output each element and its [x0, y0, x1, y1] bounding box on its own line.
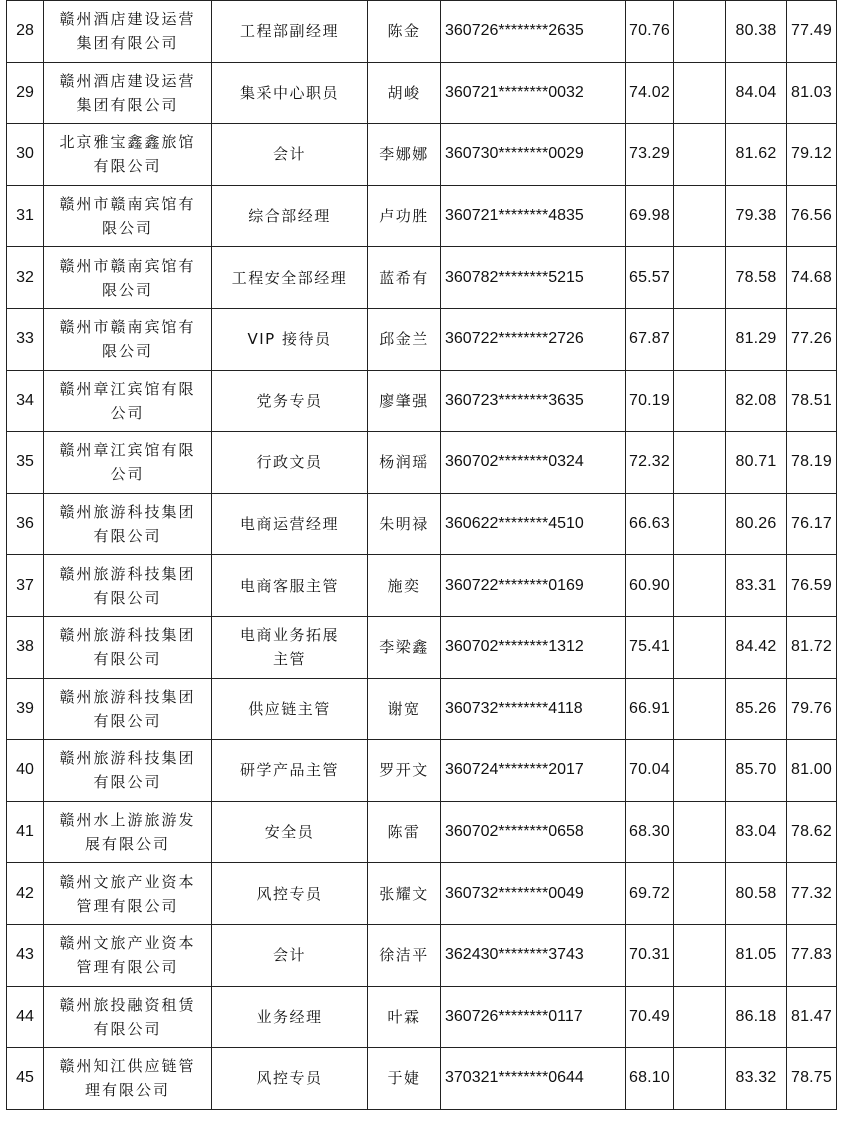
position-cell: [212, 432, 368, 494]
organization-cell-line: 公司: [110, 403, 145, 422]
score-3-cell: 83.31: [726, 555, 787, 617]
position-cell-line: 业务经理: [256, 1007, 323, 1026]
table-body: [7, 1, 837, 1110]
total-score-cell: 79.76: [787, 678, 837, 740]
name-cell: 朱明禄: [368, 493, 441, 555]
name-cell: 张耀文: [368, 863, 441, 925]
total-score-cell: 81.47: [787, 986, 837, 1048]
organization-cell-line: 赣州章江宾馆有限: [59, 441, 196, 460]
total-score-cell: 77.32: [787, 863, 837, 925]
id-number-cell: 370321********0644: [441, 1048, 626, 1110]
organization-cell: [44, 247, 212, 309]
organization-cell-line: 限公司: [101, 280, 153, 299]
organization-cell: [44, 863, 212, 925]
table-row: [7, 1048, 837, 1110]
total-score-cell: 78.62: [787, 801, 837, 863]
score-1-cell: 68.10: [626, 1048, 674, 1110]
total-score-cell: 78.75: [787, 1048, 837, 1110]
position-cell-line: 党务专员: [256, 391, 323, 410]
table-row: [7, 247, 837, 309]
row-number: 34: [7, 370, 44, 432]
position-cell: [212, 986, 368, 1048]
id-number-cell: 360732********0049: [441, 863, 626, 925]
organization-cell: [44, 1, 212, 63]
position-cell-line: 主管: [272, 650, 306, 669]
score-1-cell: 65.57: [626, 247, 674, 309]
organization-cell: [44, 740, 212, 802]
table-row: [7, 370, 837, 432]
organization-cell: [44, 1048, 212, 1110]
row-number: 38: [7, 616, 44, 678]
name-cell: 李娜娜: [368, 124, 441, 186]
organization-cell-line: 赣州知江供应链管: [59, 1057, 196, 1076]
position-cell: [212, 801, 368, 863]
organization-cell: [44, 370, 212, 432]
position-cell: [212, 924, 368, 986]
position-cell-line: 电商业务拓展: [239, 626, 339, 645]
position-cell: [212, 678, 368, 740]
id-number-cell: 360722********0169: [441, 555, 626, 617]
position-cell-line: 会计: [272, 946, 306, 965]
position-cell-line: 电商客服主管: [239, 576, 339, 595]
position-cell: [212, 247, 368, 309]
organization-cell-line: 集团有限公司: [76, 95, 179, 114]
name-cell: 邱金兰: [368, 308, 441, 370]
score-1-cell: 75.41: [626, 616, 674, 678]
total-score-cell: 81.00: [787, 740, 837, 802]
id-number-cell: 360726********2635: [441, 1, 626, 63]
table-row: [7, 124, 837, 186]
position-cell-line: 工程安全部经理: [231, 268, 348, 287]
score-2-cell: [674, 124, 726, 186]
position-cell-line: 会计: [272, 145, 306, 164]
id-number-cell: 360732********4118: [441, 678, 626, 740]
position-cell: [212, 124, 368, 186]
position-cell: [212, 1, 368, 63]
organization-cell: [44, 924, 212, 986]
total-score-cell: 81.72: [787, 616, 837, 678]
total-score-cell: 77.26: [787, 308, 837, 370]
score-1-cell: 70.04: [626, 740, 674, 802]
score-3-cell: 78.58: [726, 247, 787, 309]
score-1-cell: 72.32: [626, 432, 674, 494]
organization-cell-line: 展有限公司: [84, 835, 170, 854]
score-1-cell: 70.49: [626, 986, 674, 1048]
total-score-cell: 78.51: [787, 370, 837, 432]
organization-cell-line: 赣州文旅产业资本: [59, 872, 196, 891]
position-cell-line: 行政文员: [256, 453, 323, 472]
id-number-cell: 360724********2017: [441, 740, 626, 802]
id-number-cell: 360730********0029: [441, 124, 626, 186]
score-3-cell: 86.18: [726, 986, 787, 1048]
score-2-cell: [674, 555, 726, 617]
row-number: 39: [7, 678, 44, 740]
score-3-cell: 81.05: [726, 924, 787, 986]
id-number-cell: 360723********3635: [441, 370, 626, 432]
organization-cell: [44, 62, 212, 124]
position-cell-line: 电商运营经理: [239, 515, 339, 534]
results-table: [6, 0, 837, 1110]
table-row: [7, 308, 837, 370]
score-3-cell: 82.08: [726, 370, 787, 432]
organization-cell: [44, 432, 212, 494]
organization-cell-line: 赣州旅游科技集团: [59, 564, 196, 583]
score-2-cell: [674, 801, 726, 863]
organization-cell-line: 赣州酒店建设运营: [59, 71, 196, 90]
score-2-cell: [674, 432, 726, 494]
position-cell-line: 风控专员: [256, 1069, 323, 1088]
id-number-cell: 360782********5215: [441, 247, 626, 309]
score-3-cell: 80.71: [726, 432, 787, 494]
name-cell: 卢功胜: [368, 185, 441, 247]
organization-cell: [44, 185, 212, 247]
organization-cell-line: 赣州章江宾馆有限: [59, 379, 196, 398]
position-cell: [212, 370, 368, 432]
table-row: [7, 616, 837, 678]
organization-cell: [44, 308, 212, 370]
score-1-cell: 67.87: [626, 308, 674, 370]
name-cell: 李梁鑫: [368, 616, 441, 678]
score-2-cell: [674, 185, 726, 247]
organization-cell-line: 赣州旅游科技集团: [59, 503, 196, 522]
row-number: 43: [7, 924, 44, 986]
score-1-cell: 69.72: [626, 863, 674, 925]
organization-cell: [44, 986, 212, 1048]
organization-cell: [44, 493, 212, 555]
name-cell: 杨润瑶: [368, 432, 441, 494]
position-cell-line: 研学产品主管: [239, 761, 339, 780]
table-row: [7, 986, 837, 1048]
score-2-cell: [674, 493, 726, 555]
table-row: [7, 555, 837, 617]
score-3-cell: 81.62: [726, 124, 787, 186]
organization-cell-line: 公司: [110, 465, 145, 484]
organization-cell: [44, 678, 212, 740]
total-score-cell: 74.68: [787, 247, 837, 309]
row-number: 42: [7, 863, 44, 925]
row-number: 44: [7, 986, 44, 1048]
score-1-cell: 74.02: [626, 62, 674, 124]
id-number-cell: 360721********4835: [441, 185, 626, 247]
organization-cell-line: 有限公司: [93, 711, 162, 730]
score-3-cell: 83.04: [726, 801, 787, 863]
organization-cell: [44, 124, 212, 186]
position-cell: [212, 62, 368, 124]
score-1-cell: 68.30: [626, 801, 674, 863]
row-number: 29: [7, 62, 44, 124]
score-1-cell: 66.63: [626, 493, 674, 555]
organization-cell-line: 有限公司: [93, 157, 162, 176]
row-number: 41: [7, 801, 44, 863]
score-2-cell: [674, 370, 726, 432]
organization-cell-line: 赣州酒店建设运营: [59, 10, 196, 29]
position-cell: [212, 185, 368, 247]
position-cell-line: 集采中心职员: [239, 83, 339, 102]
score-2-cell: [674, 924, 726, 986]
total-score-cell: 78.19: [787, 432, 837, 494]
position-cell: [212, 1048, 368, 1110]
id-number-cell: 360722********2726: [441, 308, 626, 370]
table-row: [7, 924, 837, 986]
name-cell: 罗开文: [368, 740, 441, 802]
name-cell: 胡峻: [368, 62, 441, 124]
total-score-cell: 76.59: [787, 555, 837, 617]
table-row: [7, 740, 837, 802]
organization-cell-line: 赣州旅游科技集团: [59, 687, 196, 706]
table-row: [7, 801, 837, 863]
id-number-cell: 360702********1312: [441, 616, 626, 678]
position-cell: [212, 555, 368, 617]
table-row: [7, 863, 837, 925]
row-number: 31: [7, 185, 44, 247]
total-score-cell: 81.03: [787, 62, 837, 124]
position-cell: [212, 493, 368, 555]
organization-cell-line: 限公司: [101, 219, 153, 238]
table-row: [7, 185, 837, 247]
id-number-cell: 360721********0032: [441, 62, 626, 124]
position-cell-line: 风控专员: [256, 884, 323, 903]
score-1-cell: 70.31: [626, 924, 674, 986]
position-cell: [212, 308, 368, 370]
score-1-cell: 60.90: [626, 555, 674, 617]
organization-cell: [44, 801, 212, 863]
score-2-cell: [674, 247, 726, 309]
score-2-cell: [674, 616, 726, 678]
score-2-cell: [674, 678, 726, 740]
row-number: 33: [7, 308, 44, 370]
organization-cell-line: 有限公司: [93, 1019, 162, 1038]
score-2-cell: [674, 740, 726, 802]
organization-cell: [44, 616, 212, 678]
score-1-cell: 69.98: [626, 185, 674, 247]
organization-cell-line: 限公司: [101, 342, 153, 361]
id-number-cell: 362430********3743: [441, 924, 626, 986]
score-3-cell: 80.58: [726, 863, 787, 925]
row-number: 28: [7, 1, 44, 63]
row-number: 37: [7, 555, 44, 617]
position-cell-line: VIP 接待员: [247, 330, 332, 349]
total-score-cell: 76.17: [787, 493, 837, 555]
total-score-cell: 77.49: [787, 1, 837, 63]
table-row: [7, 678, 837, 740]
score-2-cell: [674, 1, 726, 63]
name-cell: 廖肇强: [368, 370, 441, 432]
position-cell-line: 供应链主管: [248, 699, 331, 718]
name-cell: 谢宽: [368, 678, 441, 740]
score-2-cell: [674, 986, 726, 1048]
id-number-cell: 360726********0117: [441, 986, 626, 1048]
name-cell: 陈金: [368, 1, 441, 63]
organization-cell-line: 管理有限公司: [76, 958, 179, 977]
row-number: 30: [7, 124, 44, 186]
organization-cell-line: 有限公司: [93, 527, 162, 546]
score-1-cell: 66.91: [626, 678, 674, 740]
row-number: 36: [7, 493, 44, 555]
position-cell: [212, 740, 368, 802]
name-cell: 徐洁平: [368, 924, 441, 986]
score-2-cell: [674, 863, 726, 925]
position-cell-line: 工程部副经理: [239, 22, 339, 41]
name-cell: 施奕: [368, 555, 441, 617]
score-3-cell: 81.29: [726, 308, 787, 370]
total-score-cell: 77.83: [787, 924, 837, 986]
name-cell: 于婕: [368, 1048, 441, 1110]
organization-cell-line: 理有限公司: [84, 1081, 170, 1100]
row-number: 35: [7, 432, 44, 494]
organization-cell-line: 赣州市赣南宾馆有: [59, 256, 196, 275]
score-3-cell: 85.26: [726, 678, 787, 740]
organization-cell-line: 有限公司: [93, 773, 162, 792]
position-cell: [212, 616, 368, 678]
total-score-cell: 76.56: [787, 185, 837, 247]
table-row: [7, 62, 837, 124]
table-row: [7, 493, 837, 555]
id-number-cell: 360702********0324: [441, 432, 626, 494]
organization-cell-line: 管理有限公司: [76, 896, 179, 915]
total-score-cell: 79.12: [787, 124, 837, 186]
score-2-cell: [674, 1048, 726, 1110]
id-number-cell: 360702********0658: [441, 801, 626, 863]
table-row: [7, 432, 837, 494]
score-3-cell: 80.38: [726, 1, 787, 63]
organization-cell-line: 赣州旅投融资租赁: [59, 995, 196, 1014]
organization-cell-line: 赣州旅游科技集团: [59, 626, 196, 645]
row-number: 45: [7, 1048, 44, 1110]
score-3-cell: 84.04: [726, 62, 787, 124]
score-3-cell: 84.42: [726, 616, 787, 678]
organization-cell-line: 赣州水上游旅游发: [59, 811, 196, 830]
row-number: 40: [7, 740, 44, 802]
organization-cell-line: 集团有限公司: [76, 34, 179, 53]
id-number-cell: 360622********4510: [441, 493, 626, 555]
position-cell-line: 安全员: [264, 823, 315, 842]
score-2-cell: [674, 62, 726, 124]
score-3-cell: 80.26: [726, 493, 787, 555]
name-cell: 陈雷: [368, 801, 441, 863]
organization-cell-line: 有限公司: [93, 650, 162, 669]
score-1-cell: 70.76: [626, 1, 674, 63]
score-3-cell: 85.70: [726, 740, 787, 802]
score-3-cell: 83.32: [726, 1048, 787, 1110]
organization-cell-line: 赣州市赣南宾馆有: [59, 318, 196, 337]
score-2-cell: [674, 308, 726, 370]
name-cell: 蓝希有: [368, 247, 441, 309]
score-3-cell: 79.38: [726, 185, 787, 247]
organization-cell-line: 有限公司: [93, 588, 162, 607]
position-cell: [212, 863, 368, 925]
position-cell-line: 综合部经理: [248, 207, 331, 226]
organization-cell: [44, 555, 212, 617]
table-row: [7, 1, 837, 63]
organization-cell-line: 赣州旅游科技集团: [59, 749, 196, 768]
name-cell: 叶霖: [368, 986, 441, 1048]
organization-cell-line: 北京雅宝鑫鑫旅馆: [59, 133, 196, 152]
score-1-cell: 70.19: [626, 370, 674, 432]
organization-cell-line: 赣州市赣南宾馆有: [59, 195, 196, 214]
score-1-cell: 73.29: [626, 124, 674, 186]
organization-cell-line: 赣州文旅产业资本: [59, 934, 196, 953]
row-number: 32: [7, 247, 44, 309]
